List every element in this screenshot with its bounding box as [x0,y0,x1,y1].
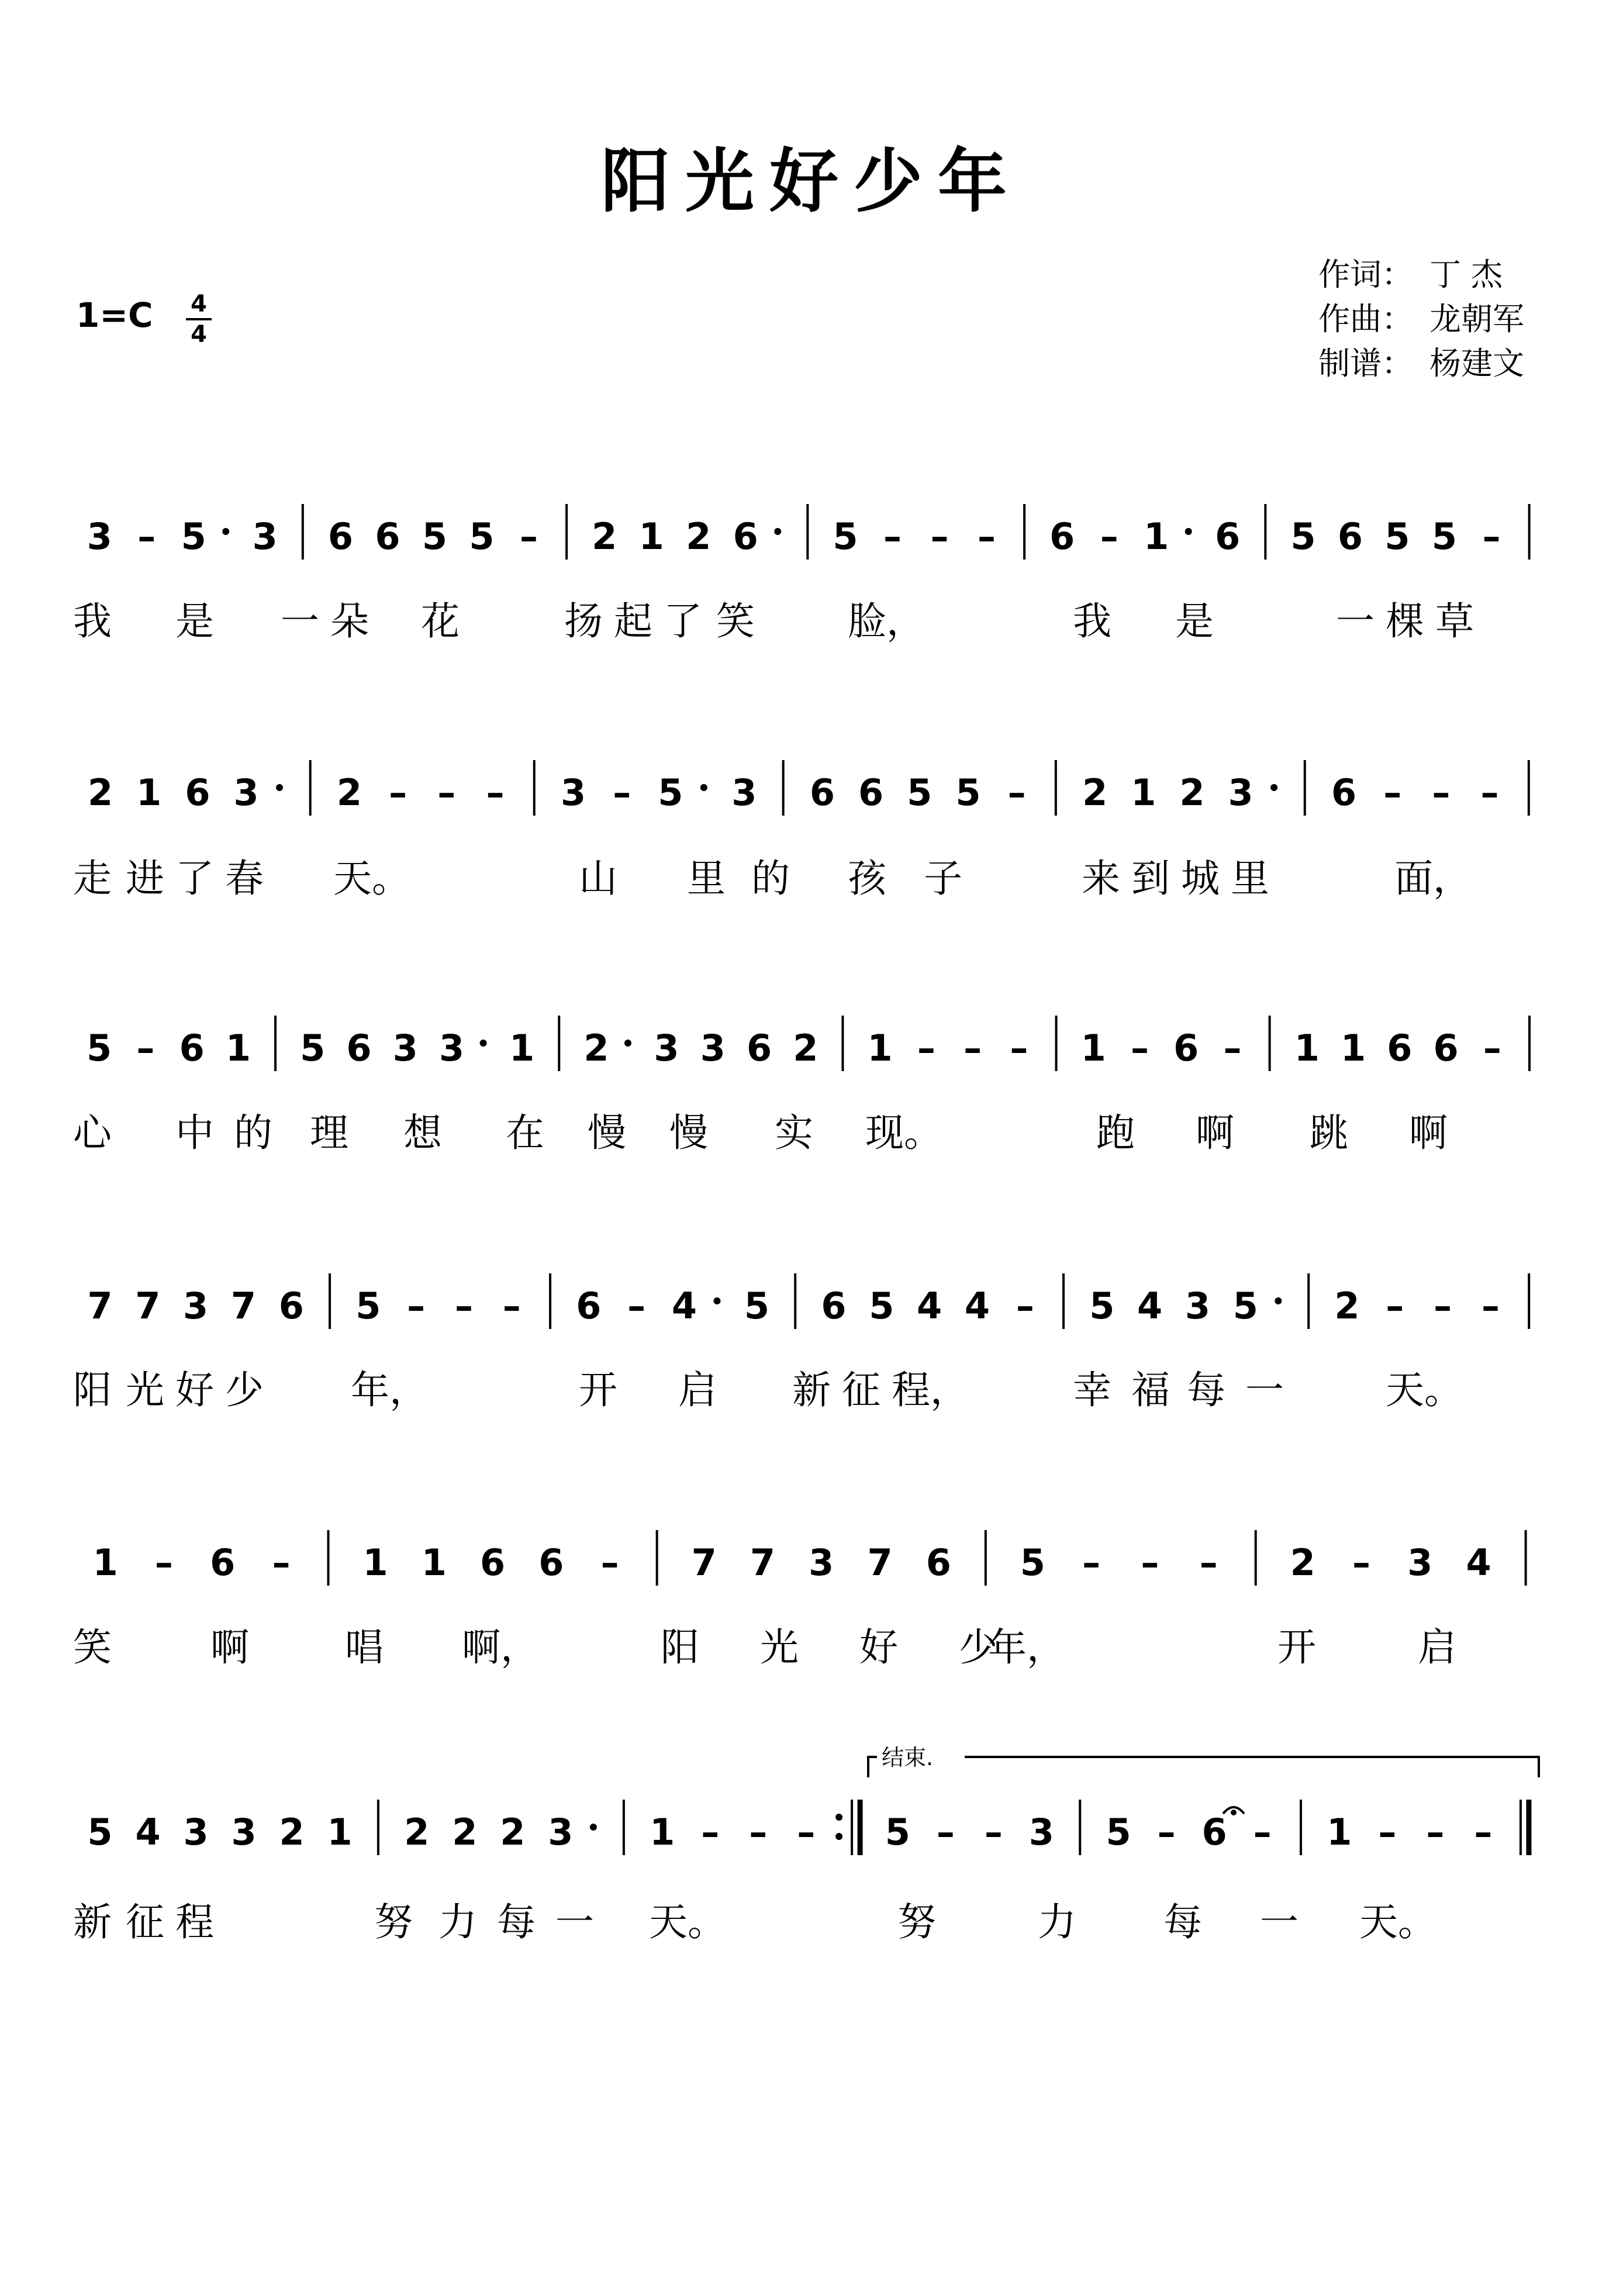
line3-note: 6 [346,1027,372,1069]
line5-lyric: 笑 [73,1625,112,1670]
line5-note: 7 [867,1541,893,1584]
line1-lyric: 草 [1435,599,1474,644]
line1-lyric: 一 [281,599,319,644]
line6-note: 1 [650,1811,675,1853]
line2-note: 5 [907,771,933,814]
line3-lyric: 的 [234,1110,272,1155]
line2-lyric: 了 [175,856,214,901]
line6-dash: – [701,1811,720,1853]
line4-note: 3 [1185,1285,1211,1327]
line5-dash: – [1199,1541,1218,1584]
line1-dash: – [137,515,156,558]
line3-dash: – [964,1027,982,1069]
line3-note: 3 [700,1027,726,1069]
credit-transcriber: 制谱： 杨建文 [1318,345,1524,382]
line6-lyric: 天。 [1359,1900,1436,1945]
line6-note: 1 [1327,1811,1352,1853]
line5-dash: – [1082,1541,1101,1584]
line3-note: 1 [1294,1027,1320,1069]
line1-lyric: 花 [421,599,460,644]
line5-lyric: 阳 [661,1625,699,1670]
line4-dash: – [1386,1285,1404,1327]
line4-note: 4 [1137,1285,1163,1327]
line3-lyric: 想 [403,1110,442,1155]
line3-lyric: 现。 [865,1110,942,1155]
line4-dash: – [1481,1285,1500,1327]
line4-note: 3 [183,1285,209,1327]
line1-lyric: 扬 [564,599,603,644]
line1-augmentation-dot [1185,528,1192,535]
line6-note: 3 [231,1811,257,1853]
line4-lyric: 程， [892,1368,969,1413]
line6-repeat-dot [835,1833,842,1840]
line4-note: 5 [1232,1285,1258,1327]
line4-note: 4 [964,1285,990,1327]
line3-dash: – [1483,1027,1501,1069]
line2-note: 3 [233,771,259,814]
line3-dash: – [1010,1027,1028,1069]
line4-lyric: 福 [1131,1368,1170,1413]
line6-dash: – [936,1811,955,1853]
line3-lyric: 啊 [1196,1110,1234,1155]
line4-lyric: 天。 [1386,1368,1463,1413]
line2-note: 6 [809,771,835,814]
line6-lyric: 一 [555,1900,594,1945]
line6-dash: – [1426,1811,1445,1853]
line3-lyric: 跳 [1310,1110,1348,1155]
line1-lyric: 是 [175,599,214,644]
line2-note: 2 [336,771,362,814]
line6-note: 2 [279,1811,305,1853]
line4-note: 7 [230,1285,257,1327]
line5-note: 5 [1020,1541,1045,1584]
line6-lyric: 每 [1163,1900,1202,1945]
line2-note: 3 [560,771,586,814]
line2-note: 2 [88,771,113,814]
line6-lyric: 努 [374,1900,413,1945]
credit-lyricist: 作词： 丁 杰 [1318,256,1503,293]
line2-note: 5 [658,771,683,814]
line5-lyric: 好 [859,1625,898,1670]
line6-note: 3 [548,1811,574,1853]
line2-lyric: 天。 [333,856,410,901]
line5-lyric: 启 [1418,1625,1456,1670]
line6-dash: – [797,1811,816,1853]
line6-note: 5 [1106,1811,1131,1853]
line2-lyric: 孩 [848,856,886,901]
line3-lyric: 实 [775,1110,813,1155]
line5-lyric: 开 [1277,1625,1316,1670]
line1-note: 6 [1049,515,1075,558]
line5-dash: – [272,1541,291,1584]
line2-dash: – [1007,771,1026,814]
line5-note: 1 [92,1541,118,1584]
line6-note: 5 [885,1811,910,1853]
line1-dash: – [883,515,902,558]
line6-note: 2 [452,1811,478,1853]
line3-note: 2 [793,1027,819,1069]
line2-dash: – [389,771,408,814]
line1-note: 3 [87,515,112,558]
line6-lyric: 新 [73,1900,112,1945]
line4-dash: – [627,1285,646,1327]
line6-dash: – [1157,1811,1176,1853]
line5-lyric: 啊 [210,1625,249,1670]
line3-lyric: 慢 [669,1110,708,1155]
line6-note: 6 [1201,1811,1227,1853]
line2-dash: – [486,771,505,814]
line1-note: 5 [181,515,206,558]
line1-lyric: 朵 [330,599,369,644]
line2-augmentation-dot [276,784,283,791]
line3-lyric: 在 [506,1110,544,1155]
line3-augmentation-dot [480,1040,487,1047]
line1-note: 3 [252,515,278,558]
line1-note: 5 [1431,515,1458,558]
line5-note: 6 [210,1541,236,1584]
line4-dash: – [454,1285,473,1327]
line4-dash: – [1434,1285,1452,1327]
line6-lyric: 一 [1260,1900,1299,1945]
page-title: 阳光好少年 [600,140,1022,222]
line4-lyric: 新 [792,1368,831,1413]
line6-lyric: 每 [497,1900,536,1945]
line5-note: 6 [926,1541,951,1584]
line5-lyric: 光 [760,1625,799,1670]
line2-dash: – [1383,771,1402,814]
line1-lyric: 棵 [1386,599,1424,644]
line6-lyric: 力 [1038,1900,1076,1945]
line3-note: 6 [746,1027,772,1069]
line2-dash: – [1432,771,1451,814]
line1-note: 5 [1384,515,1410,558]
line3-note: 6 [1433,1027,1459,1069]
line2-note: 1 [1131,771,1156,814]
line6-note: 4 [135,1811,161,1853]
line1-note: 1 [1144,515,1169,558]
line4-note: 6 [278,1285,304,1327]
line1-dash: – [1482,515,1501,558]
line1-note: 5 [469,515,495,558]
ending-label: 结束. [882,1745,934,1770]
line3-lyric: 跑 [1096,1110,1135,1155]
line6-note: 3 [183,1811,209,1853]
line5-note: 4 [1466,1541,1491,1584]
line1-lyric: 脸， [848,599,925,644]
line3-lyric: 理 [310,1110,348,1155]
line2-lyric: 山 [579,856,617,901]
line4-lyric: 征 [842,1368,880,1413]
line3-note: 3 [392,1027,418,1069]
ending-bracket-line [965,1757,1539,1777]
line4-note: 5 [355,1285,381,1327]
line5-dash: – [600,1541,619,1584]
line1-note: 6 [1337,515,1363,558]
line1-note: 6 [375,515,400,558]
line4-note: 6 [821,1285,847,1327]
line2-lyric: 子 [924,856,962,901]
line4-lyric: 好 [175,1368,214,1413]
line1-lyric: 笑 [716,599,755,644]
line5-note: 6 [480,1541,506,1584]
line1-lyric: 我 [73,599,112,644]
line1-note: 6 [733,515,758,558]
fermata-dot [1231,1810,1237,1815]
line6-note: 2 [404,1811,430,1853]
line3-note: 5 [300,1027,326,1069]
line5-note: 3 [1407,1541,1433,1584]
line5-lyric: 年， [988,1625,1065,1670]
line2-note: 6 [185,771,210,814]
line4-note: 5 [744,1285,770,1327]
line1-note: 5 [1290,515,1316,558]
line2-augmentation-dot [1270,784,1277,791]
line4-note: 4 [671,1285,697,1327]
line4-dash: – [502,1285,521,1327]
line5-note: 7 [750,1541,776,1584]
line6-repeat-dot [835,1814,842,1821]
line3-lyric: 慢 [588,1110,626,1155]
line5-note: 2 [1290,1541,1315,1584]
line2-note: 3 [1228,771,1253,814]
line2-lyric: 里 [687,856,726,901]
credit-composer: 作曲： 龙朝军 [1318,301,1524,337]
line3-note: 3 [438,1027,465,1069]
line4-note: 7 [87,1285,113,1327]
line2-note: 2 [1179,771,1205,814]
line4-note: 2 [1334,1285,1360,1327]
line4-note: 6 [576,1285,602,1327]
line4-lyric: 光 [126,1368,164,1413]
line2-dash: – [1480,771,1499,814]
line6-lyric: 力 [438,1900,477,1945]
line1-lyric: 起 [614,599,652,644]
line6-note: 2 [500,1811,526,1853]
line1-dash: – [519,515,538,558]
line5-note: 6 [538,1541,564,1584]
line2-note: 2 [1082,771,1108,814]
line2-lyric: 的 [751,856,790,901]
line1-note: 6 [327,515,354,558]
line2-lyric: 春 [225,856,264,901]
line2-note: 6 [858,771,884,814]
line4-note: 5 [1089,1285,1115,1327]
line6-note: 1 [327,1811,353,1853]
line2-note: 6 [1331,771,1357,814]
line4-lyric: 启 [678,1368,717,1413]
line4-lyric: 幸 [1073,1368,1111,1413]
line1-note: 5 [833,515,858,558]
ending-bracket-start [868,1757,877,1777]
line4-lyric: 阳 [73,1368,112,1413]
time-signature-top: 4 [191,291,207,317]
line3-augmentation-dot [624,1040,631,1047]
line6-lyric: 努 [897,1900,936,1945]
line1-lyric: 我 [1073,599,1111,644]
line3-note: 6 [179,1027,205,1069]
line1-lyric: 一 [1336,599,1375,644]
line3-note: 1 [509,1027,535,1069]
line4-dash: – [1016,1285,1034,1327]
line1-lyric: 是 [1175,599,1214,644]
line3-dash: – [136,1027,155,1069]
line4-note: 5 [869,1285,895,1327]
line6-dash: – [984,1811,1003,1853]
line4-lyric: 一 [1245,1368,1284,1413]
line3-note: 3 [654,1027,679,1069]
line5-note: 7 [691,1541,717,1584]
line4-augmentation-dot [713,1297,720,1304]
line6-dash: – [1253,1811,1272,1853]
line5-dash: – [1141,1541,1159,1584]
line3-dash: – [1223,1027,1242,1069]
line4-augmentation-dot [1275,1297,1282,1304]
line2-note: 3 [731,771,757,814]
line3-lyric: 啊 [1409,1110,1448,1155]
line4-lyric: 年， [351,1368,428,1413]
line1-note: 6 [1215,515,1241,558]
line1-dash: – [977,515,996,558]
line4-lyric: 每 [1187,1368,1225,1413]
time-signature-bottom: 4 [191,321,207,348]
line2-lyric: 来 [1082,856,1120,901]
line2-lyric: 进 [126,856,164,901]
line6-lyric: 天。 [649,1900,726,1945]
line6-note: 3 [1028,1811,1054,1853]
line6-dash: – [1378,1811,1397,1853]
line3-note: 6 [1173,1027,1199,1069]
line4-lyric: 开 [579,1368,617,1413]
line2-dash: – [437,771,456,814]
line2-lyric: 到 [1131,856,1170,901]
line3-lyric: 中 [175,1110,214,1155]
line3-note: 5 [87,1027,112,1069]
line3-note: 1 [225,1027,251,1069]
line3-dash: – [917,1027,935,1069]
key-signature: 1=C [76,295,153,335]
line6-lyric: 程 [175,1900,214,1945]
line3-note: 1 [1080,1027,1106,1069]
line5-note: 1 [362,1541,388,1584]
line1-note: 2 [592,515,617,558]
line2-augmentation-dot [700,784,707,791]
line3-lyric: 心 [73,1110,112,1155]
line4-lyric: 少 [225,1368,264,1413]
line3-note: 1 [867,1027,893,1069]
line5-lyric: 唱 [345,1625,384,1670]
line5-note: 3 [809,1541,834,1584]
line5-lyric: 少 [959,1625,997,1670]
line3-note: 6 [1387,1027,1413,1069]
line1-dash: – [1100,515,1118,558]
line1-lyric: 了 [664,599,702,644]
line3-dash: – [1130,1027,1149,1069]
line2-lyric: 走 [73,856,112,901]
line2-lyric: 城 [1181,856,1220,901]
line6-augmentation-dot [590,1824,597,1831]
line3-note: 1 [1340,1027,1366,1069]
line2-dash: – [613,771,631,814]
line2-note: 1 [136,771,162,814]
line4-dash: – [407,1285,426,1327]
line2-lyric: 面， [1394,856,1472,901]
line1-note: 1 [638,515,664,558]
line1-note: 2 [686,515,712,558]
line6-lyric: 征 [126,1900,164,1945]
line2-lyric: 里 [1231,856,1269,901]
line1-note: 5 [422,515,448,558]
line6-dash: – [1474,1811,1493,1853]
line5-dash: – [1352,1541,1371,1584]
line2-note: 5 [955,771,981,814]
line1-augmentation-dot [774,528,781,535]
line6-dash: – [749,1811,768,1853]
line5-dash: – [154,1541,173,1584]
line4-note: 4 [917,1285,942,1327]
line1-dash: – [930,515,949,558]
line1-augmentation-dot [222,528,229,535]
line5-lyric: 啊， [462,1625,539,1670]
line6-note: 5 [87,1811,113,1853]
line3-note: 2 [583,1027,609,1069]
line5-note: 1 [421,1541,447,1584]
line4-note: 7 [135,1285,161,1327]
